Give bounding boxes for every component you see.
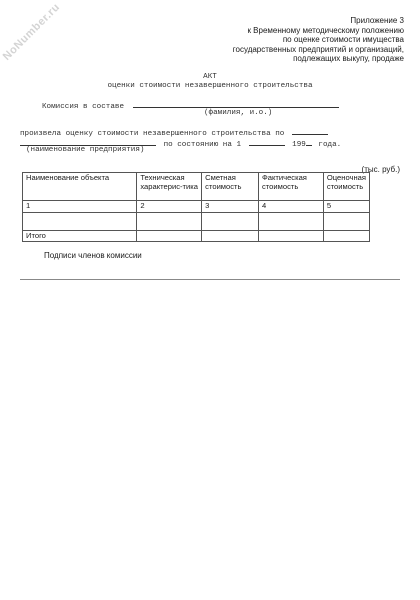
valuation-table [22,172,370,242]
appendix-line: государственных предприятий и организаций, [232,44,404,54]
units-label: (тыс. руб.) [361,165,400,174]
divider [20,279,400,280]
table-cell [137,212,202,230]
header-cell: Оценочная стоимость [323,173,369,201]
number-cell: 2 [137,201,202,213]
year-text: 199 [292,141,306,149]
enterprise-blank-line [20,137,156,146]
watermark: NoNumber.ru [0,1,63,63]
appendix-line: к Временному методическому положению [247,25,404,35]
table-cell [137,230,202,242]
as-of-text: по состоянию на 1 [163,141,242,149]
performed-blank-line [292,126,328,135]
appendix-note [233,16,404,64]
signatures-label: Подписи членов комиссии [44,251,142,260]
act-subtitle: оценки стоимости незавершенного строительства [107,82,313,90]
table-header-row [23,173,370,201]
names-hint: (фамилия, и.о.) [204,109,273,117]
appendix-line: Приложение 3 [350,16,404,25]
table-cell [258,230,323,242]
appendix-line: подлежащих выкупу, продаже [293,54,404,64]
year-suffix: года. [318,141,342,149]
header-cell: Фактическая стоимость [258,173,323,201]
number-cell: 4 [258,201,323,213]
header-cell: Сметная стоимость [202,173,259,201]
commission-names-line [133,99,339,108]
number-cell: 1 [23,201,137,213]
table-number-row [23,201,370,213]
performed-text: произвела оценку стоимости незавершенного строительства по [20,130,285,138]
table-row [23,212,370,230]
table-cell [323,212,369,230]
table-total-row [23,230,370,242]
total-label: Итого [23,230,137,242]
appendix-line: по оценке стоимости имущества [282,35,404,45]
act-title: АКТ [203,73,217,81]
year-blank-line [306,137,312,146]
enterprise-hint: (наименование предприятия) [26,146,145,154]
number-cell: 3 [202,201,259,213]
date-blank-line [249,137,285,146]
table-cell [202,230,259,242]
header-cell: Техническая характерис-тика [137,173,202,201]
commission-label: Комиссия в составе [42,103,125,111]
table-cell [258,212,323,230]
commission-row [42,99,339,111]
table-cell [202,212,259,230]
table-cell [23,212,137,230]
header-cell: Наименование объекта [23,173,137,201]
table-cell [323,230,369,242]
number-cell: 5 [323,201,369,213]
